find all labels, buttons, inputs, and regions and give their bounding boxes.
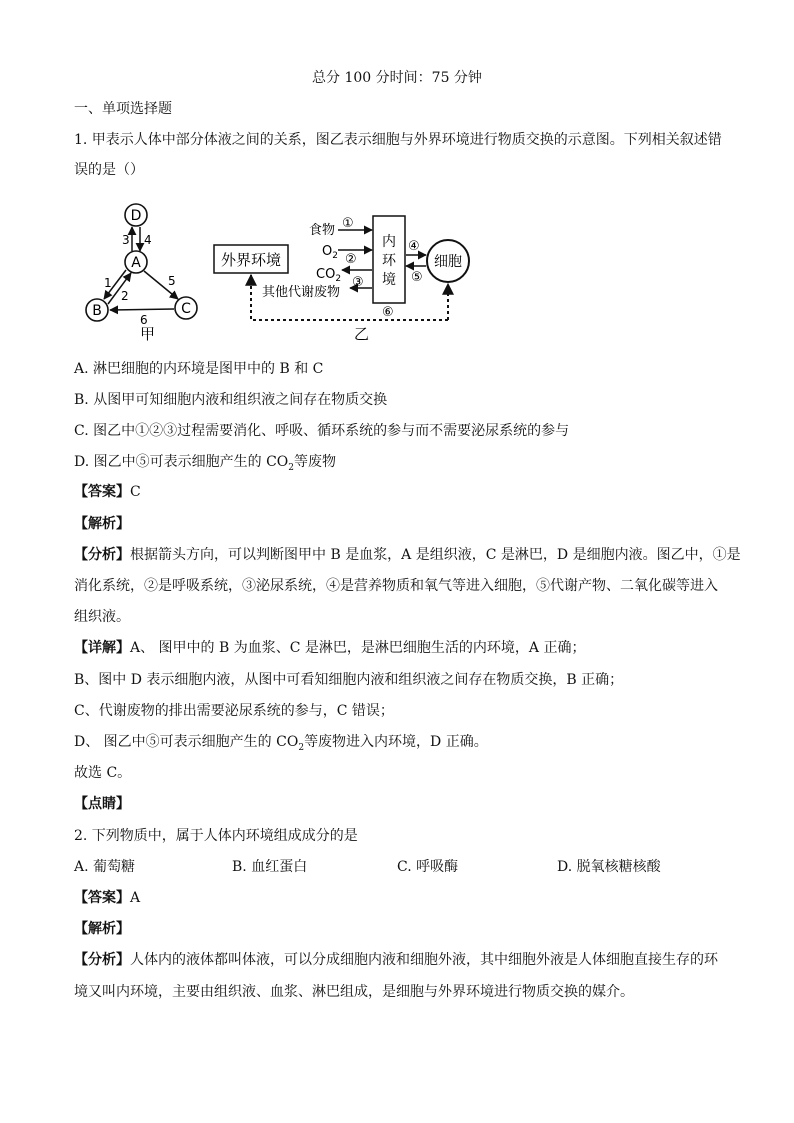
cell-label: 细胞: [434, 254, 462, 270]
num-2: 2: [121, 289, 129, 303]
circled-6: ⑥: [382, 305, 394, 320]
q1-dianjing: 【点睛】: [74, 796, 130, 812]
page-title: 总分 100 分时间：75 分钟: [312, 70, 482, 86]
circled-1: ①: [342, 216, 354, 231]
q2-stem: 2. 下列物质中，属于人体内环境组成成分的是: [74, 828, 358, 844]
circled-5: ⑤: [411, 270, 423, 285]
circled-3: ③: [352, 275, 364, 290]
q1-analysis-label: 【解析】: [74, 516, 130, 532]
num-3: 3: [122, 233, 130, 247]
outer-env-label: 外界环境: [220, 251, 282, 269]
section-heading: 一、单项选择题: [74, 101, 172, 117]
inner-env-char3: 境: [382, 272, 396, 288]
q2-analysis-label: 【解析】: [74, 921, 130, 937]
inner-env-char2: 环: [382, 253, 396, 269]
q2-option-d: D. 脱氧核糖核酸: [557, 859, 661, 875]
caption-yi: 乙: [354, 325, 370, 343]
q2-option-b: B. 血红蛋白: [232, 859, 308, 875]
node-a-label: A: [131, 255, 141, 271]
o2-label: $O_2$: [322, 244, 338, 261]
q2-option-a: A. 葡萄糖: [74, 859, 136, 875]
co2-label: $CO_2$: [316, 267, 342, 284]
food-label: 食物: [309, 223, 336, 238]
q1-choose: 故选 C。: [74, 765, 132, 781]
node-d-label: D: [130, 208, 142, 224]
q1-option-b: B. 从图甲可知细胞内液和组织液之间存在物质交换: [74, 392, 388, 408]
q1-stem-line2: 误的是（）: [74, 162, 144, 178]
q1-xiangjie-d: D、 图乙中⑤可表示细胞产生的 $CO_2$等废物进入内环境，D 正确。: [74, 734, 488, 753]
node-c-label: C: [181, 301, 191, 317]
other-waste-label: 其他代谢废物: [262, 285, 341, 300]
q1-option-a: A. 淋巴细胞的内环境是图甲中的 B 和 C: [74, 361, 324, 377]
q2-answer: 【答案】A: [74, 890, 141, 906]
inner-env-char1: 内: [382, 234, 396, 250]
q1-option-d: D. 图乙中⑤可表示细胞产生的 $CO_2$等废物: [74, 454, 336, 473]
num-5: 5: [168, 274, 176, 288]
q1-fenxi-line1: 【分析】根据箭头方向，可以判断图甲中 B 是血浆，A 是组织液，C 是淋巴，D 是细胞内液。图乙中，①是: [74, 547, 741, 563]
q1-xiangjie-c: C、代谢废物的排出需要泌尿系统的参与，C 错误；: [74, 703, 394, 719]
diagram-yi: [212, 208, 482, 343]
q1-fenxi-line3: 组织液。: [74, 609, 130, 625]
num-4: 4: [144, 233, 152, 247]
circled-4: ④: [408, 239, 420, 254]
num-1: 1: [104, 276, 112, 290]
q2-fenxi-line1: 【分析】人体内的液体都叫体液，可以分成细胞内液和细胞外液，其中细胞外液是人体细胞直接生存的环: [74, 952, 718, 968]
caption-jia: 甲: [140, 325, 156, 343]
q1-xiangjie-b: B、图中 D 表示细胞内液，从图中可看知细胞内液和组织液之间存在物质交换，B 正确；: [74, 672, 624, 688]
node-b-label: B: [92, 303, 102, 319]
q1-xiangjie-a: 【详解】A、 图甲中的 B 为血浆、C 是淋巴，是淋巴细胞生活的内环境，A 正确；: [74, 640, 586, 656]
diagram-jia: [80, 198, 220, 343]
q2-fenxi-line2: 境又叫内环境，主要由组织液、血浆、淋巴组成，是细胞与外界环境进行物质交换的媒介。: [74, 984, 634, 1000]
arrow-6: [110, 309, 174, 310]
q2-option-c: C. 呼吸酶: [397, 859, 459, 875]
q1-answer: 【答案】C: [74, 484, 141, 500]
q1-stem-line1: 1. 甲表示人体中部分体液之间的关系，图乙表示细胞与外界环境进行物质交换的示意图。下列相关叙述错: [74, 132, 722, 148]
circled-2: ②: [345, 252, 357, 267]
num-6: 6: [140, 313, 148, 327]
q1-fenxi-line2: 消化系统，②是呼吸系统，③泌尿系统，④是营养物质和氧气等进入细胞，⑤代谢产物、二氧化碳等进入: [74, 578, 718, 594]
q1-option-c: C. 图乙中①②③过程需要消化、呼吸、循环系统的参与而不需要泌尿系统的参与: [74, 423, 570, 439]
